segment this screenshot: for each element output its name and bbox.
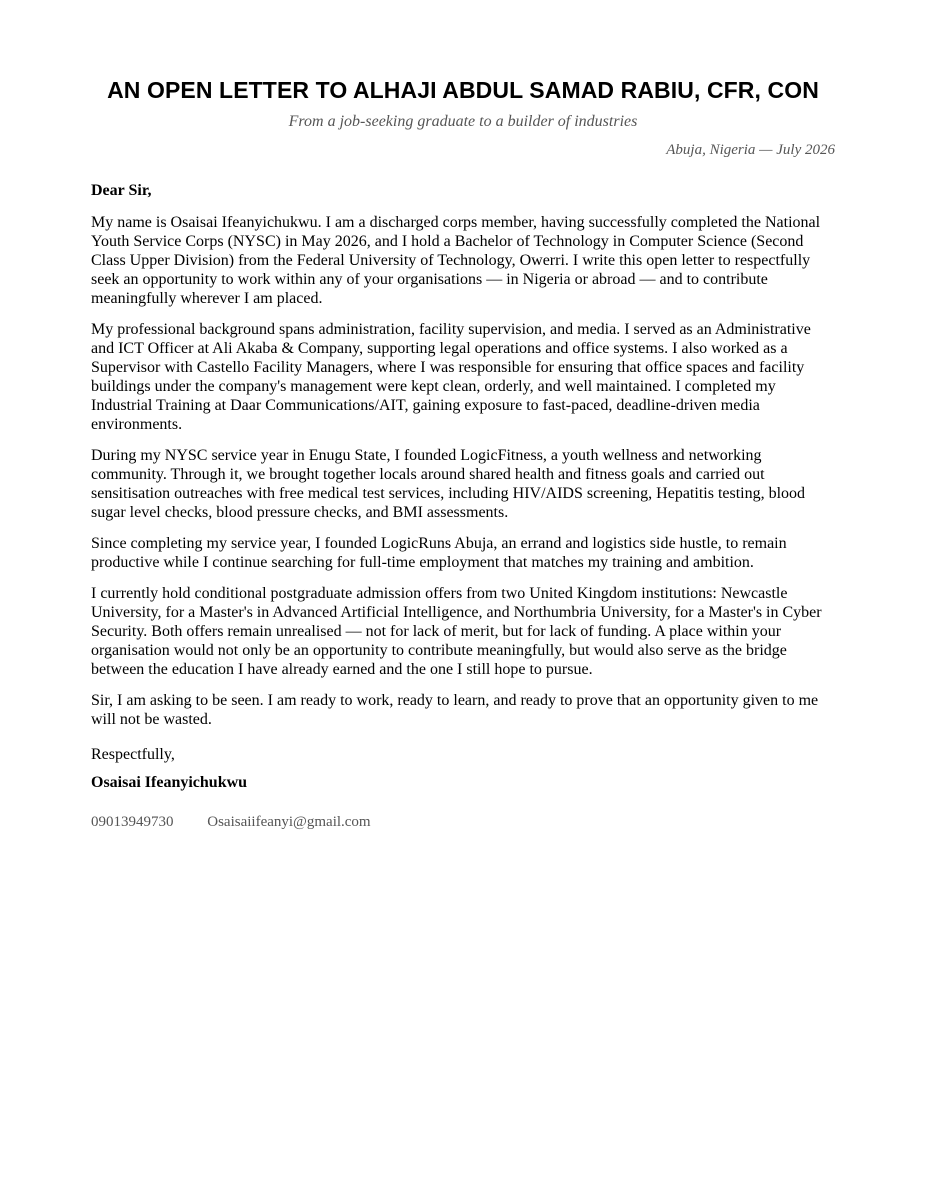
paragraph-introduction: My name is Osaisai Ifeanyichukwu. I am a discharged corps member, having successfully completed the National Youth Service Corps (NYSC) in May 2026, and I hold a Bachelor of Technology in Computer Science (Second Class Upper Division) from the Federal University of Technology, Owerri. I write this open letter to respectfully seek an opportunity to work within any of your organisations — in Nigeria or abroad — and to contribute meaningfully wherever I am placed.: [91, 214, 821, 307]
letter-dateline: Abuja, Nigeria — July 2026: [666, 142, 835, 158]
email-address: Osaisaiifeanyi@gmail.com: [207, 814, 371, 830]
paragraph-nysc-service: During my NYSC service year in Enugu State, I founded LogicFitness, a youth wellness and networking community. Through it, we brought together locals around shared health and fitness goals and carried out sensitisation outreaches with free medical test services, including HIV/AIDS screening, Hepatitis testing, blood sugar level checks, blood pressure checks, and BMI assessments.: [91, 447, 806, 521]
paragraph-professional-background: My professional background spans administration, facility supervision, and media. I served as an Administrative and ICT Officer at Ali Akaba & Company, supporting legal operations and office systems. I also worked as a Supervisor with Castello Facility Managers, where I was responsible for ensuring that office spaces and facility buildings under the company's management were kept clean, orderly, and well maintained. I completed my Industrial Training at Daar Communications/AIT, gaining exposure to fast-paced, deadline-driven media environments.: [91, 321, 811, 433]
signature-name: Osaisai Ifeanyichukwu: [91, 774, 248, 791]
closing: Respectfully,: [91, 746, 175, 763]
letter-page: [91, 76, 835, 831]
paragraph-side-hustle: Since completing my service year, I founded LogicRuns Abuja, an errand and logistics side hustle, to remain productive while I continue searching for full-time employment that matches my training and ambition.: [91, 535, 787, 571]
phone-number: 09013949730: [91, 814, 174, 830]
letter-subtitle: From a job-seeking graduate to a builder of industries: [288, 113, 638, 130]
salutation: Dear Sir,: [91, 182, 152, 199]
contact-details: [91, 813, 835, 831]
paragraph-request: Sir, I am asking to be seen. I am ready to work, ready to learn, and ready to prove that an opportunity given to me will not be wasted.: [91, 692, 819, 728]
paragraph-admission-offers: I currently hold conditional postgraduate admission offers from two United Kingdom institutions: Newcastle University, for a Master's in Advanced Artificial Intelligence, and Northumbria University, for a Master's in Cyber Security. Both offers remain unrealised — not for lack of merit, but for lack of funding. A place within your organisation would not only be an opportunity to contribute meaningfully, but would also serve as the bridge between the education I have already earned and the one I still hope to pursue.: [91, 585, 822, 678]
letter-title: AN OPEN LETTER TO ALHAJI ABDUL SAMAD RABIU, CFR, CON: [107, 77, 819, 103]
